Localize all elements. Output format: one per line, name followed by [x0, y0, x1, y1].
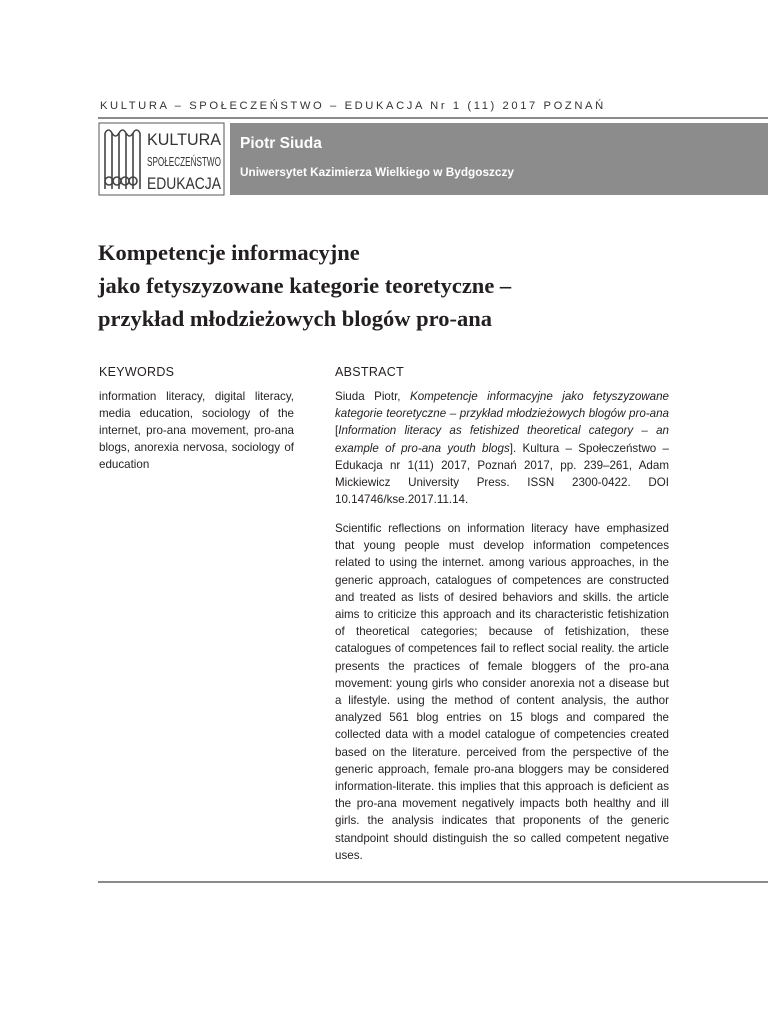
citation-title-en: Information literacy as fetishized theoretical category – an example of pro-ana youth blogs — [335, 424, 669, 455]
keywords-heading: KEYWORDS — [99, 365, 175, 379]
citation-author: Siuda Piotr, — [335, 390, 410, 403]
title-line: przykład młodzieżowych blogów pro-ana — [98, 306, 492, 331]
author-name: Piotr Siuda — [240, 135, 322, 152]
title-line: Kompetencje informacyjne — [98, 240, 360, 265]
citation-publication: ]. Kultura – Społeczeństwo – Edukacja nr 1(11) 2017, Poznań 2017, pp. 239–261, Adam Mickiewicz University Press. ISSN 2300-0422. DOI 10.14746/kse.2017.11.14. — [335, 441, 670, 507]
keywords-text: information literacy, digital literacy, media education, sociology of the internet, pro-ana movement, pro-ana blogs, anorexia nervosa, sociology of education — [99, 390, 294, 471]
logo-line-3: EDUKACJA — [147, 174, 222, 193]
article-title — [98, 236, 738, 335]
footer-rule — [98, 881, 768, 883]
logo-line-1: KULTURA — [147, 130, 222, 149]
abstract-heading: ABSTRACT — [335, 365, 405, 379]
citation-title-pl: Kompetencje informacyjne jako fetyszyzowane kategorie teoretyczne – przykład młodzieżowych blogów pro-ana — [335, 390, 670, 421]
author-affiliation: Uniwersytet Kazimierza Wielkiego w Bydgoszczy — [240, 165, 514, 179]
journal-logo — [99, 123, 224, 195]
citation-bracket: [ — [335, 424, 339, 438]
logo-line-2: SPOŁECZEŃSTWO — [147, 154, 221, 169]
abstract-text: Scientific reflections on information literacy have emphasized that young people must develop information competences related to using the internet. among various approaches, in the generic approach, catalogues of competences are constructed and treated as lists of desired behaviors and skills. the article aims to criticize this approach and its characteristic fetishization of theoretical categories; because of fetishization, these catalogues of competences fail to reflect social reality. the article presents the practices of female bloggers of the pro-ana movement: young girls who consider anorexia not a disease but a lifestyle. using the method of content analysis, the author analyzed 561 blog entries on 15 blogs and compared the collected data with a model catalogue of competencies created based on the literature. perceived from the perspective of the generic approach, female pro-ana bloggers may be considered information-literate. this implies that this approach is deficient as the pro-ana movement negatively impacts both healthy and ill girls. the analysis indicates that proponents of the generic standpoint should distinguish the so called competent negative uses. — [335, 522, 669, 862]
citation — [335, 388, 669, 508]
header-rule — [98, 117, 768, 119]
running-head: KULTURA – SPOŁECZEŃSTWO – EDUKACJA Nr 1 (11) 2017 POZNAŃ — [100, 100, 606, 112]
author-banner — [230, 123, 768, 195]
title-line: jako fetyszyzowane kategorie teoretyczne – — [98, 273, 512, 298]
